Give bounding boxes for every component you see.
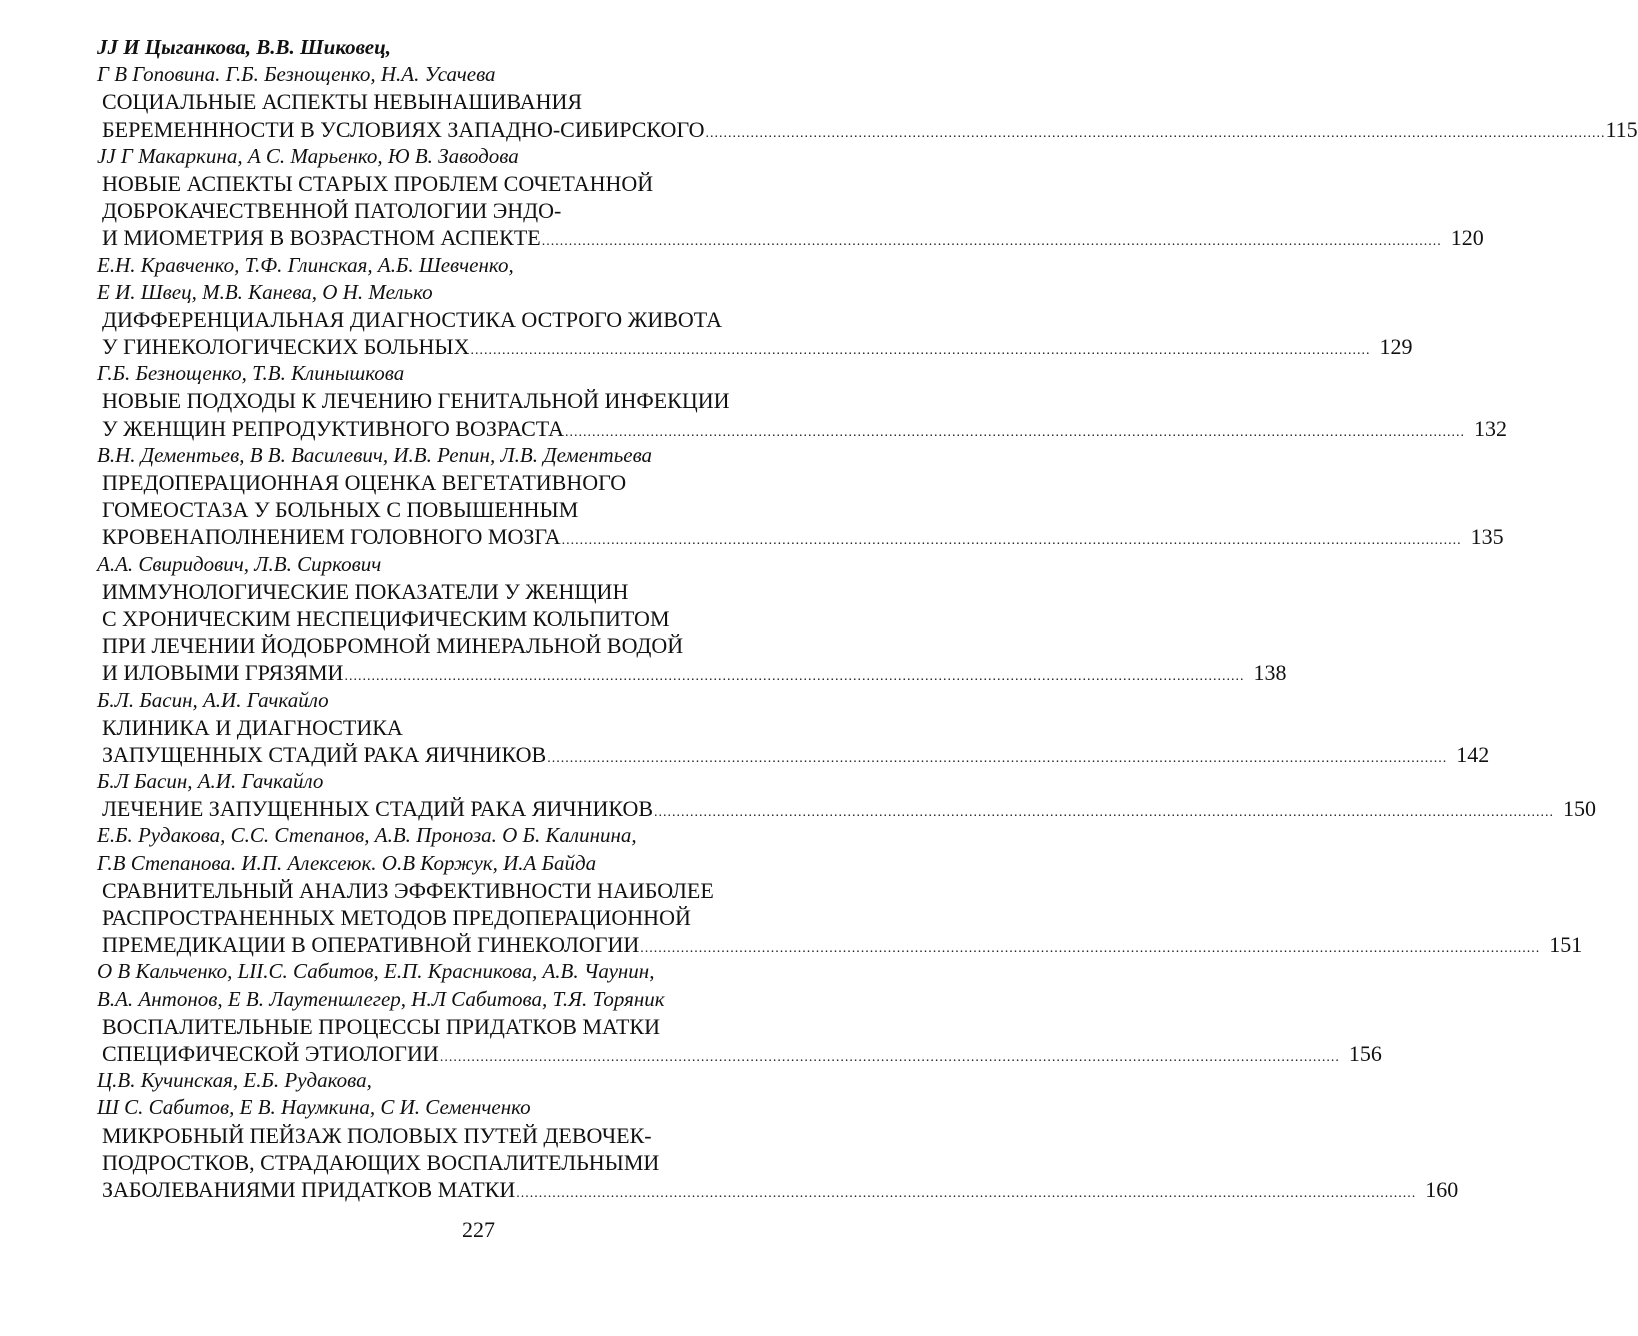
dot-leader: ........................................................................................................................................................................................................ [561,533,1462,549]
entry-title-final-line [97,1176,1459,1203]
toc-entry [97,1067,1459,1203]
entry-title-line: НОВЫЕ ПОДХОДЫ К ЛЕЧЕНИЮ ГЕНИТАЛЬНОЙ ИНФЕКЦИИ [102,388,730,414]
entry-title-line: ДОБРОКАЧЕСТВЕННОЙ ПАТОЛОГИИ ЭНДО- [102,198,562,224]
toc-entry [97,551,1287,687]
dot-leader: ........................................................................................................................................................................................................ [654,805,1555,821]
entry-title-line: КРОВЕНАПОЛНЕНИЕМ ГОЛОВНОГО МОЗГА [102,524,561,550]
entry-title-final-line [97,931,1583,958]
dot-leader: ........................................................................................................................................................................................................ [516,1185,1417,1201]
entry-authors: Ц.В. Кучинская, Е.Б. Рудакова, [97,1068,372,1093]
toc-entry [97,958,1382,1067]
entry-page-number: 151 [1549,932,1583,958]
entry-authors: JJ И Цыганкова, В.В. Шиковец, [97,35,392,59]
entry-title-line: СРАВНИТЕЛЬНЫЙ АНАЛИЗ ЭФФЕКТИВНОСТИ НАИБОЛЕЕ [102,877,714,903]
entry-page-number: 115 [1605,116,1638,142]
entry-authors: Г В Гоповина. Г.Б. Безнощенко, Н.А. Усачева [97,62,496,87]
dot-leader: ........................................................................................................................................................................................................ [541,234,1442,250]
dot-leader: ........................................................................................................................................................................................................ [547,750,1448,766]
entry-title-line: ГОМЕОСТАЗА У БОЛЬНЫХ С ПОВЫШЕННЫМ [102,497,579,523]
toc-entry [97,34,1638,143]
entry-page-number: 150 [1563,796,1597,822]
entry-title-line: И ИЛОВЫМИ ГРЯЗЯМИ [102,660,344,686]
entry-page-number: 120 [1450,225,1484,251]
entry-authors: В.А. Антонов, Е В. Лаутеншлегер, Н.Л Сабитова, Т.Я. Торяник [97,986,665,1011]
dot-leader: ........................................................................................................................................................................................................ [439,1049,1340,1065]
entry-title-final-line [97,659,1287,686]
dot-leader: ........................................................................................................................................................................................................ [470,343,1371,359]
toc-entry [97,252,1413,361]
toc-entry [97,360,1507,442]
dot-leader: ........................................................................................................................................................................................................ [344,669,1245,685]
entry-title-line: СОЦИАЛЬНЫЕ АСПЕКТЫ НЕВЫНАШИВАНИЯ [102,89,583,115]
entry-title-line: У ГИНЕКОЛОГИЧЕСКИХ БОЛЬНЫХ [102,334,470,360]
entry-authors: Г.В Степанова. И.П. Алексеюк. О.В Коржук, И.А Байда [97,850,597,875]
entry-title-line: ПОДРОСТКОВ, СТРАДАЮЩИХ ВОСПАЛИТЕЛЬНЫМИ [102,1149,660,1175]
entry-page-number: 160 [1425,1176,1459,1202]
entry-authors: В.Н. Дементьев, В В. Василевич, И.В. Репин, Л.В. Дементьева [97,442,653,467]
entry-title-line: ПРЕДОПЕРАЦИОННАЯ ОЦЕНКА ВЕГЕТАТИВНОГО [102,470,627,495]
entry-authors: О В Кальченко, LII.С. Сабитов, Е.П. Красникова, А.В. Чаунин, [97,959,655,984]
entry-title-final-line [97,116,1638,143]
entry-page-number: 132 [1474,415,1507,441]
entry-authors: Г.Б. Безнощенко, Т.В. Клинышкова [97,361,405,386]
entry-title-line: С ХРОНИЧЕСКИМ НЕСПЕЦИФИЧЕСКИМ КОЛЬПИТОМ [102,605,670,631]
entry-authors: Е И. Швец, М.В. Канева, О Н. Мелько [97,279,433,304]
page-number: 227 [462,1217,495,1242]
entry-title-final-line [97,741,1490,768]
entry-authors: Е.Н. Кравченко, Т.Ф. Глинская, А.Б. Шевченко, [97,252,514,277]
toc-entry [97,143,1484,252]
entry-title-line: НОВЫЕ АСПЕКТЫ СТАРЫХ ПРОБЛЕМ СОЧЕТАННОЙ [102,170,654,196]
entry-title-line: ЗАБОЛЕВАНИЯМИ ПРИДАТКОВ МАТКИ [102,1176,516,1202]
entry-title-line: МИКРОБНЫЙ ПЕЙЗАЖ ПОЛОВЫХ ПУТЕЙ ДЕВОЧЕК- [102,1122,652,1148]
entry-title-line: ВОСПАЛИТЕЛЬНЫЕ ПРОЦЕССЫ ПРИДАТКОВ МАТКИ [102,1013,660,1039]
entry-authors: Ш С. Сабитов, Е В. Наумкина, С И. Семенченко [97,1095,531,1120]
entry-page-number: 156 [1348,1040,1382,1066]
entry-page-number: 142 [1456,741,1490,767]
toc-entry [97,442,1504,551]
entry-title-final-line [97,1040,1382,1067]
entry-authors: А.А. Свиридович, Л.В. Сиркович [97,551,382,576]
entry-title-line: ЗАПУЩЕННЫХ СТАДИЙ РАКА ЯИЧНИКОВ [102,741,547,767]
entry-authors: Б.Л. Басин, А.И. Гачкайло [97,687,329,712]
entry-authors: JJ Г Макаркина, А С. Марьенко, Ю В. Заводова [97,143,519,168]
entry-page-number: 138 [1253,660,1287,686]
table-of-contents [97,34,1638,1203]
entry-title-line: ЛЕЧЕНИЕ ЗАПУЩЕННЫХ СТАДИЙ РАКА ЯИЧНИКОВ [102,796,654,822]
toc-entry [97,768,1597,822]
dot-leader: ........................................................................................................................................................................................................ [705,125,1606,141]
entry-authors: Б.Л Басин, А.И. Гачкайло [97,769,324,794]
entry-title-final-line [97,415,1507,442]
entry-page-number: 129 [1379,334,1413,360]
entry-title-line: ПРИ ЛЕЧЕНИИ ЙОДОБРОМНОЙ МИНЕРАЛЬНОЙ ВОДОЙ [102,633,684,659]
toc-entry [97,687,1490,769]
entry-title-final-line [97,795,1597,822]
entry-title-line: РАСПРОСТРАНЕННЫХ МЕТОДОВ ПРЕДОПЕРАЦИОННОЙ [102,905,691,930]
entry-title-line: ДИФФЕРЕНЦИАЛЬНАЯ ДИАГНОСТИКА ОСТРОГО ЖИВОТА [102,306,723,332]
entry-title-line: И МИОМЕТРИЯ В ВОЗРАСТНОМ АСПЕКТЕ [102,225,541,251]
entry-title-final-line [97,224,1484,251]
toc-entry [97,822,1583,958]
entry-title-line: БЕРЕМЕНННОСТИ В УСЛОВИЯХ ЗАПАДНО-СИБИРСКОГО [102,116,705,142]
entry-title-line: КЛИНИКА И ДИАГНОСТИКА [102,714,403,740]
entry-title-line: У ЖЕНЩИН РЕПРОДУКТИВНОГО ВОЗРАСТА [102,415,564,441]
entry-title-line: ИММУНОЛОГИЧЕСКИЕ ПОКАЗАТЕЛИ У ЖЕНЩИН [102,578,629,604]
entry-authors: Е.Б. Рудакова, С.С. Степанов, А.В. Проноза. О Б. Калинина, [97,823,637,848]
entry-title-final-line [97,333,1413,360]
entry-title-final-line [97,523,1504,550]
dot-leader: ........................................................................................................................................................................................................ [565,424,1465,440]
entry-title-line: СПЕЦИФИЧЕСКОЙ ЭТИОЛОГИИ [102,1040,439,1066]
dot-leader: ........................................................................................................................................................................................................ [640,941,1541,957]
entry-title-line: ПРЕМЕДИКАЦИИ В ОПЕРАТИВНОЙ ГИНЕКОЛОГИИ [102,932,640,958]
entry-page-number: 135 [1470,524,1504,550]
